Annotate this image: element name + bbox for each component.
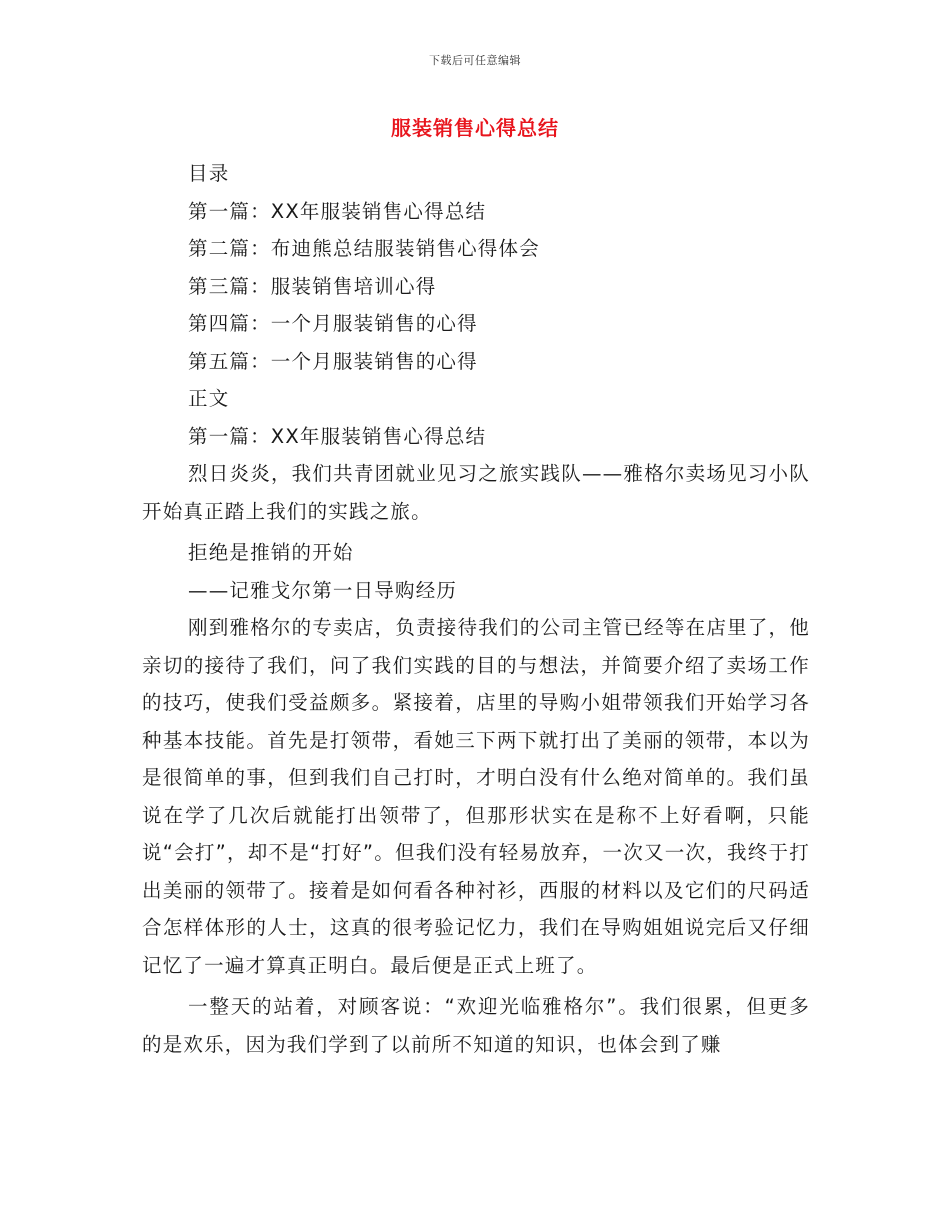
header-note: 下载后可任意编辑 bbox=[429, 54, 521, 67]
toc-item: 第五篇：一个月服装销售的心得 bbox=[188, 349, 478, 373]
section-subtitle: ——记雅戈尔第一日导购经历 bbox=[188, 578, 458, 602]
toc-item: 第四篇：一个月服装销售的心得 bbox=[188, 312, 478, 335]
paragraph: 烈日炎炎，我们共青团就业见习之旅实践队——雅格尔卖场见习小队开始真正踏上我们的实践之旅。 bbox=[142, 462, 810, 523]
toc-heading: 目录 bbox=[188, 162, 230, 185]
document-title: 服装销售心得总结 bbox=[391, 116, 559, 140]
toc-item: 第一篇：XX年服装销售心得总结 bbox=[188, 199, 487, 223]
chapter-title: 第一篇：XX年服装销售心得总结 bbox=[188, 424, 487, 448]
document-body bbox=[142, 155, 810, 1063]
toc-item: 第三篇：服装销售培训心得 bbox=[188, 274, 437, 298]
paragraph: 刚到雅格尔的专卖店，负责接待我们的公司主管已经等在店里了，他亲切的接待了我们，问了我们实践的目的与想法，并简要介绍了卖场工作的技巧，使我们受益颇多。紧接着，店里的导购小姐带领我们开始学习各种基本技能。首先是打领带，看她三下两下就打出了美丽的领带，本以为是很简单的事，但到我们自己打时，才明白没有什么绝对简单的。我们虽说在学了几次后就能打出领带了，但那形状实在是称不上好看啊，只能说“会打”，却不是“打好”。但我们没有轻易放弃，一次又一次，我终于打出美丽的领带了。接着是如何看各种衬衫，西服的材料以及它们的尺码适合怎样体形的人士，这真的很考验记忆力，我们在导购姐姐说完后又仔细记忆了一遍才算真正明白。最后便是正式上班了。 bbox=[142, 616, 810, 977]
paragraph: 一整天的站着，对顾客说：“欢迎光临雅格尔”。我们很累，但更多的是欢乐，因为我们学到了以前所不知道的知识，也体会到了赚 bbox=[142, 995, 810, 1056]
section-title: 拒绝是推销的开始 bbox=[188, 541, 354, 564]
toc-item: 第二篇：布迪熊总结服装销售心得体会 bbox=[188, 237, 540, 260]
body-heading: 正文 bbox=[188, 387, 230, 410]
